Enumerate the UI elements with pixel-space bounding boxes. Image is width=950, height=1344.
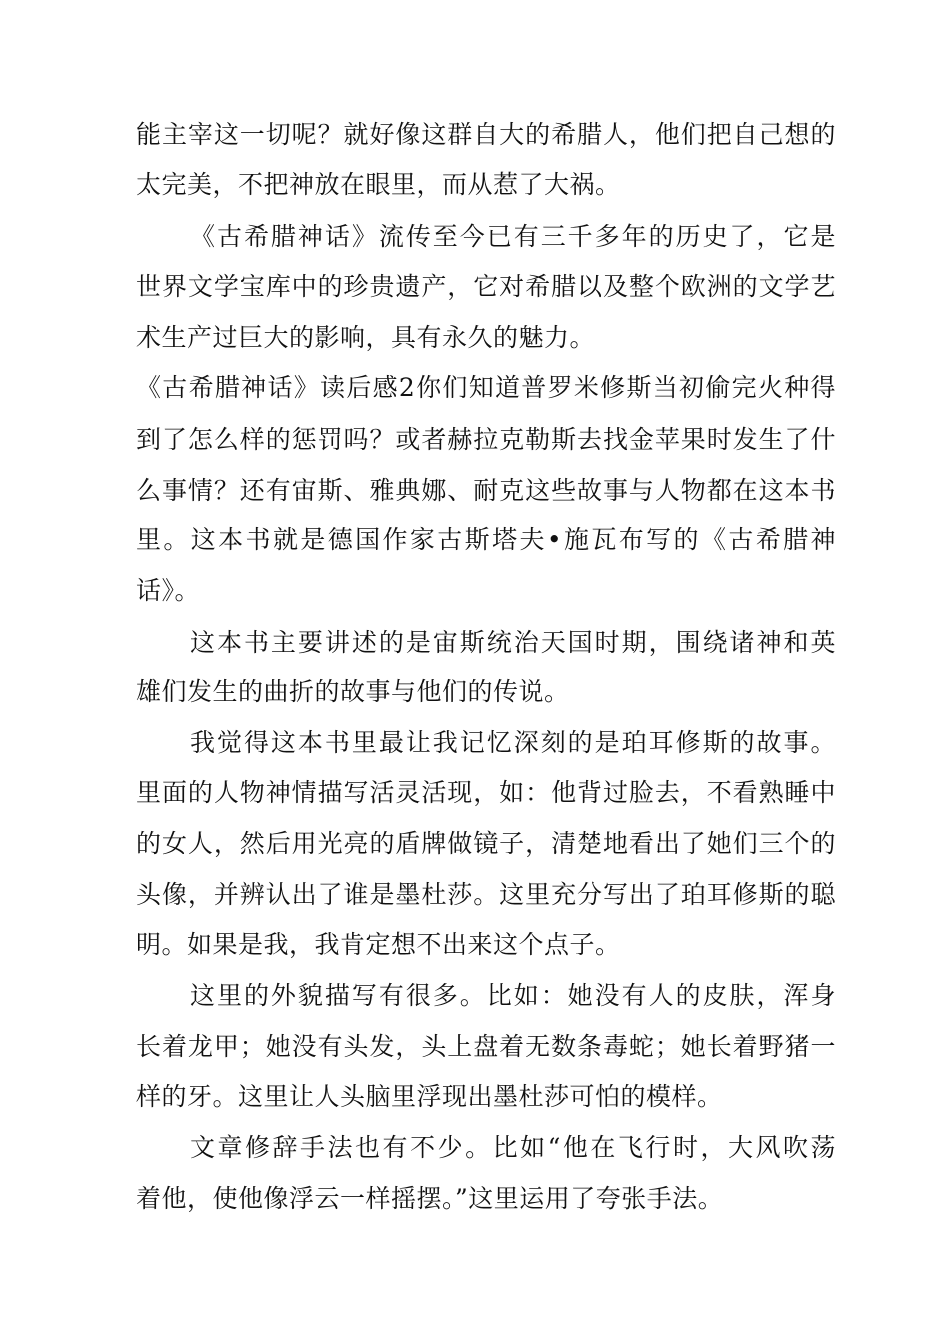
text-line: 的女人，然后用光亮的盾牌做镜子，清楚地看出了她们三个的: [136, 829, 836, 858]
text-line: 话》。: [136, 576, 201, 605]
text-line: 里。这本书就是德国作家古斯塔夫•施瓦布写的《古希腊神: [136, 525, 836, 554]
text-line: 文章修辞手法也有不少。比如“他在飞行时，大风吹荡: [190, 1133, 836, 1162]
text-line: 明。如果是我，我肯定想不出来这个点子。: [136, 930, 621, 959]
text-line: 雄们发生的曲折的故事与他们的传说。: [136, 677, 570, 706]
text-line: 世界文学宝库中的珍贵遗产，它对希腊以及整个欧洲的文学艺: [136, 272, 836, 301]
text-line: 长着龙甲；她没有头发，头上盘着无数条毒蛇；她长着野猪一: [136, 1032, 836, 1061]
text-line: 我觉得这本书里最让我记忆深刻的是珀耳修斯的故事。: [190, 728, 836, 757]
text-line: 术生产过巨大的影响，具有永久的魅力。: [136, 323, 596, 352]
text-line: 头像，并辨认出了谁是墨杜莎。这里充分写出了珀耳修斯的聪: [136, 880, 836, 909]
text-line: 着他，使他像浮云一样摇摆。”这里运用了夸张手法。: [136, 1184, 724, 1213]
text-line: 里面的人物神情描写活灵活现，如：他背过脸去，不看熟睡中: [136, 778, 836, 807]
text-line: 到了怎么样的惩罚吗？或者赫拉克勒斯去找金苹果时发生了什: [136, 425, 836, 454]
text-line: 么事情？还有宙斯、雅典娜、耐克这些故事与人物都在这本书: [136, 476, 836, 505]
text-line: 《古希腊神话》读后感2你们知道普罗米修斯当初偷完火种得: [136, 373, 836, 402]
text-line: 太完美，不把神放在眼里，而从惹了大祸。: [136, 170, 621, 199]
text-line: 样的牙。这里让人头脑里浮现出墨杜莎可怕的模样。: [136, 1082, 723, 1111]
text-line: 《古希腊神话》流传至今已有三千多年的历史了，它是: [190, 222, 836, 251]
text-line: 这里的外貌描写有很多。比如：她没有人的皮肤，浑身: [190, 981, 836, 1010]
text-line: 能主宰这一切呢？就好像这群自大的希腊人，他们把自己想的: [136, 120, 836, 149]
text-line: 这本书主要讲述的是宙斯统治天国时期，围绕诸神和英: [190, 628, 836, 657]
